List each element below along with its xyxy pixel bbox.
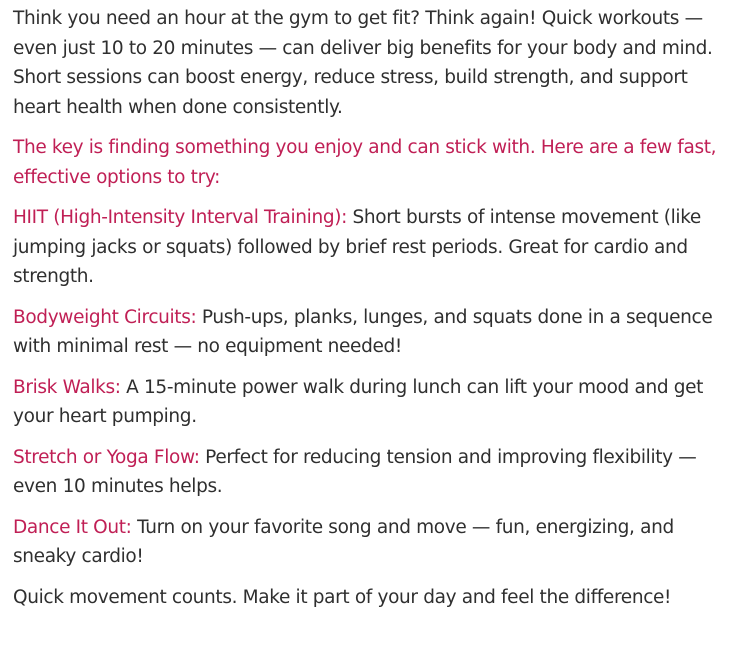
highlight-paragraph: The key is finding something you enjoy and can stick with. Here are a few fast, effective options to try: <box>13 137 717 188</box>
option-brisk-walks <box>13 373 740 432</box>
option-hiit-label: HIIT (High-Intensity Interval Training): <box>13 207 347 228</box>
option-brisk-walks-text: A 15-minute power walk during lunch can lift your mood and get your heart pumping. <box>13 376 704 427</box>
option-hiit-text: Short bursts of intense movement (like jumping jacks or squats) followed by brief rest periods. Great for cardio and strength. <box>13 207 701 287</box>
closing-paragraph: Quick movement counts. Make it part of your day and feel the difference! <box>13 586 672 608</box>
option-dance-label: Dance It Out: <box>13 516 132 538</box>
option-brisk-walks-label: Brisk Walks: <box>13 376 121 398</box>
option-dance <box>13 513 740 572</box>
option-hiit <box>13 203 740 292</box>
option-stretch-yoga <box>13 443 740 502</box>
option-bodyweight-circuits-label: Bodyweight Circuits: <box>13 306 197 328</box>
intro-paragraph: Think you need an hour at the gym to get fit? Think again! Quick workouts — even just 10 to 20 minutes — can deliver big benefits for your body and mind. Short sessions can boost energy, reduce stress, build strength, and support heart health when done consistently. <box>13 8 713 118</box>
option-stretch-yoga-text: Perfect for reducing tension and improving flexibility — even 10 minutes helps. <box>13 446 697 497</box>
option-dance-text: Turn on your favorite song and move — fun, energizing, and sneaky cardio! <box>13 516 674 567</box>
option-bodyweight-circuits <box>13 303 740 362</box>
option-stretch-yoga-label: Stretch or Yoga Flow: <box>13 446 200 468</box>
option-bodyweight-circuits-text: Push-ups, planks, lunges, and squats done in a sequence with minimal rest — no equipment needed! <box>13 306 713 357</box>
